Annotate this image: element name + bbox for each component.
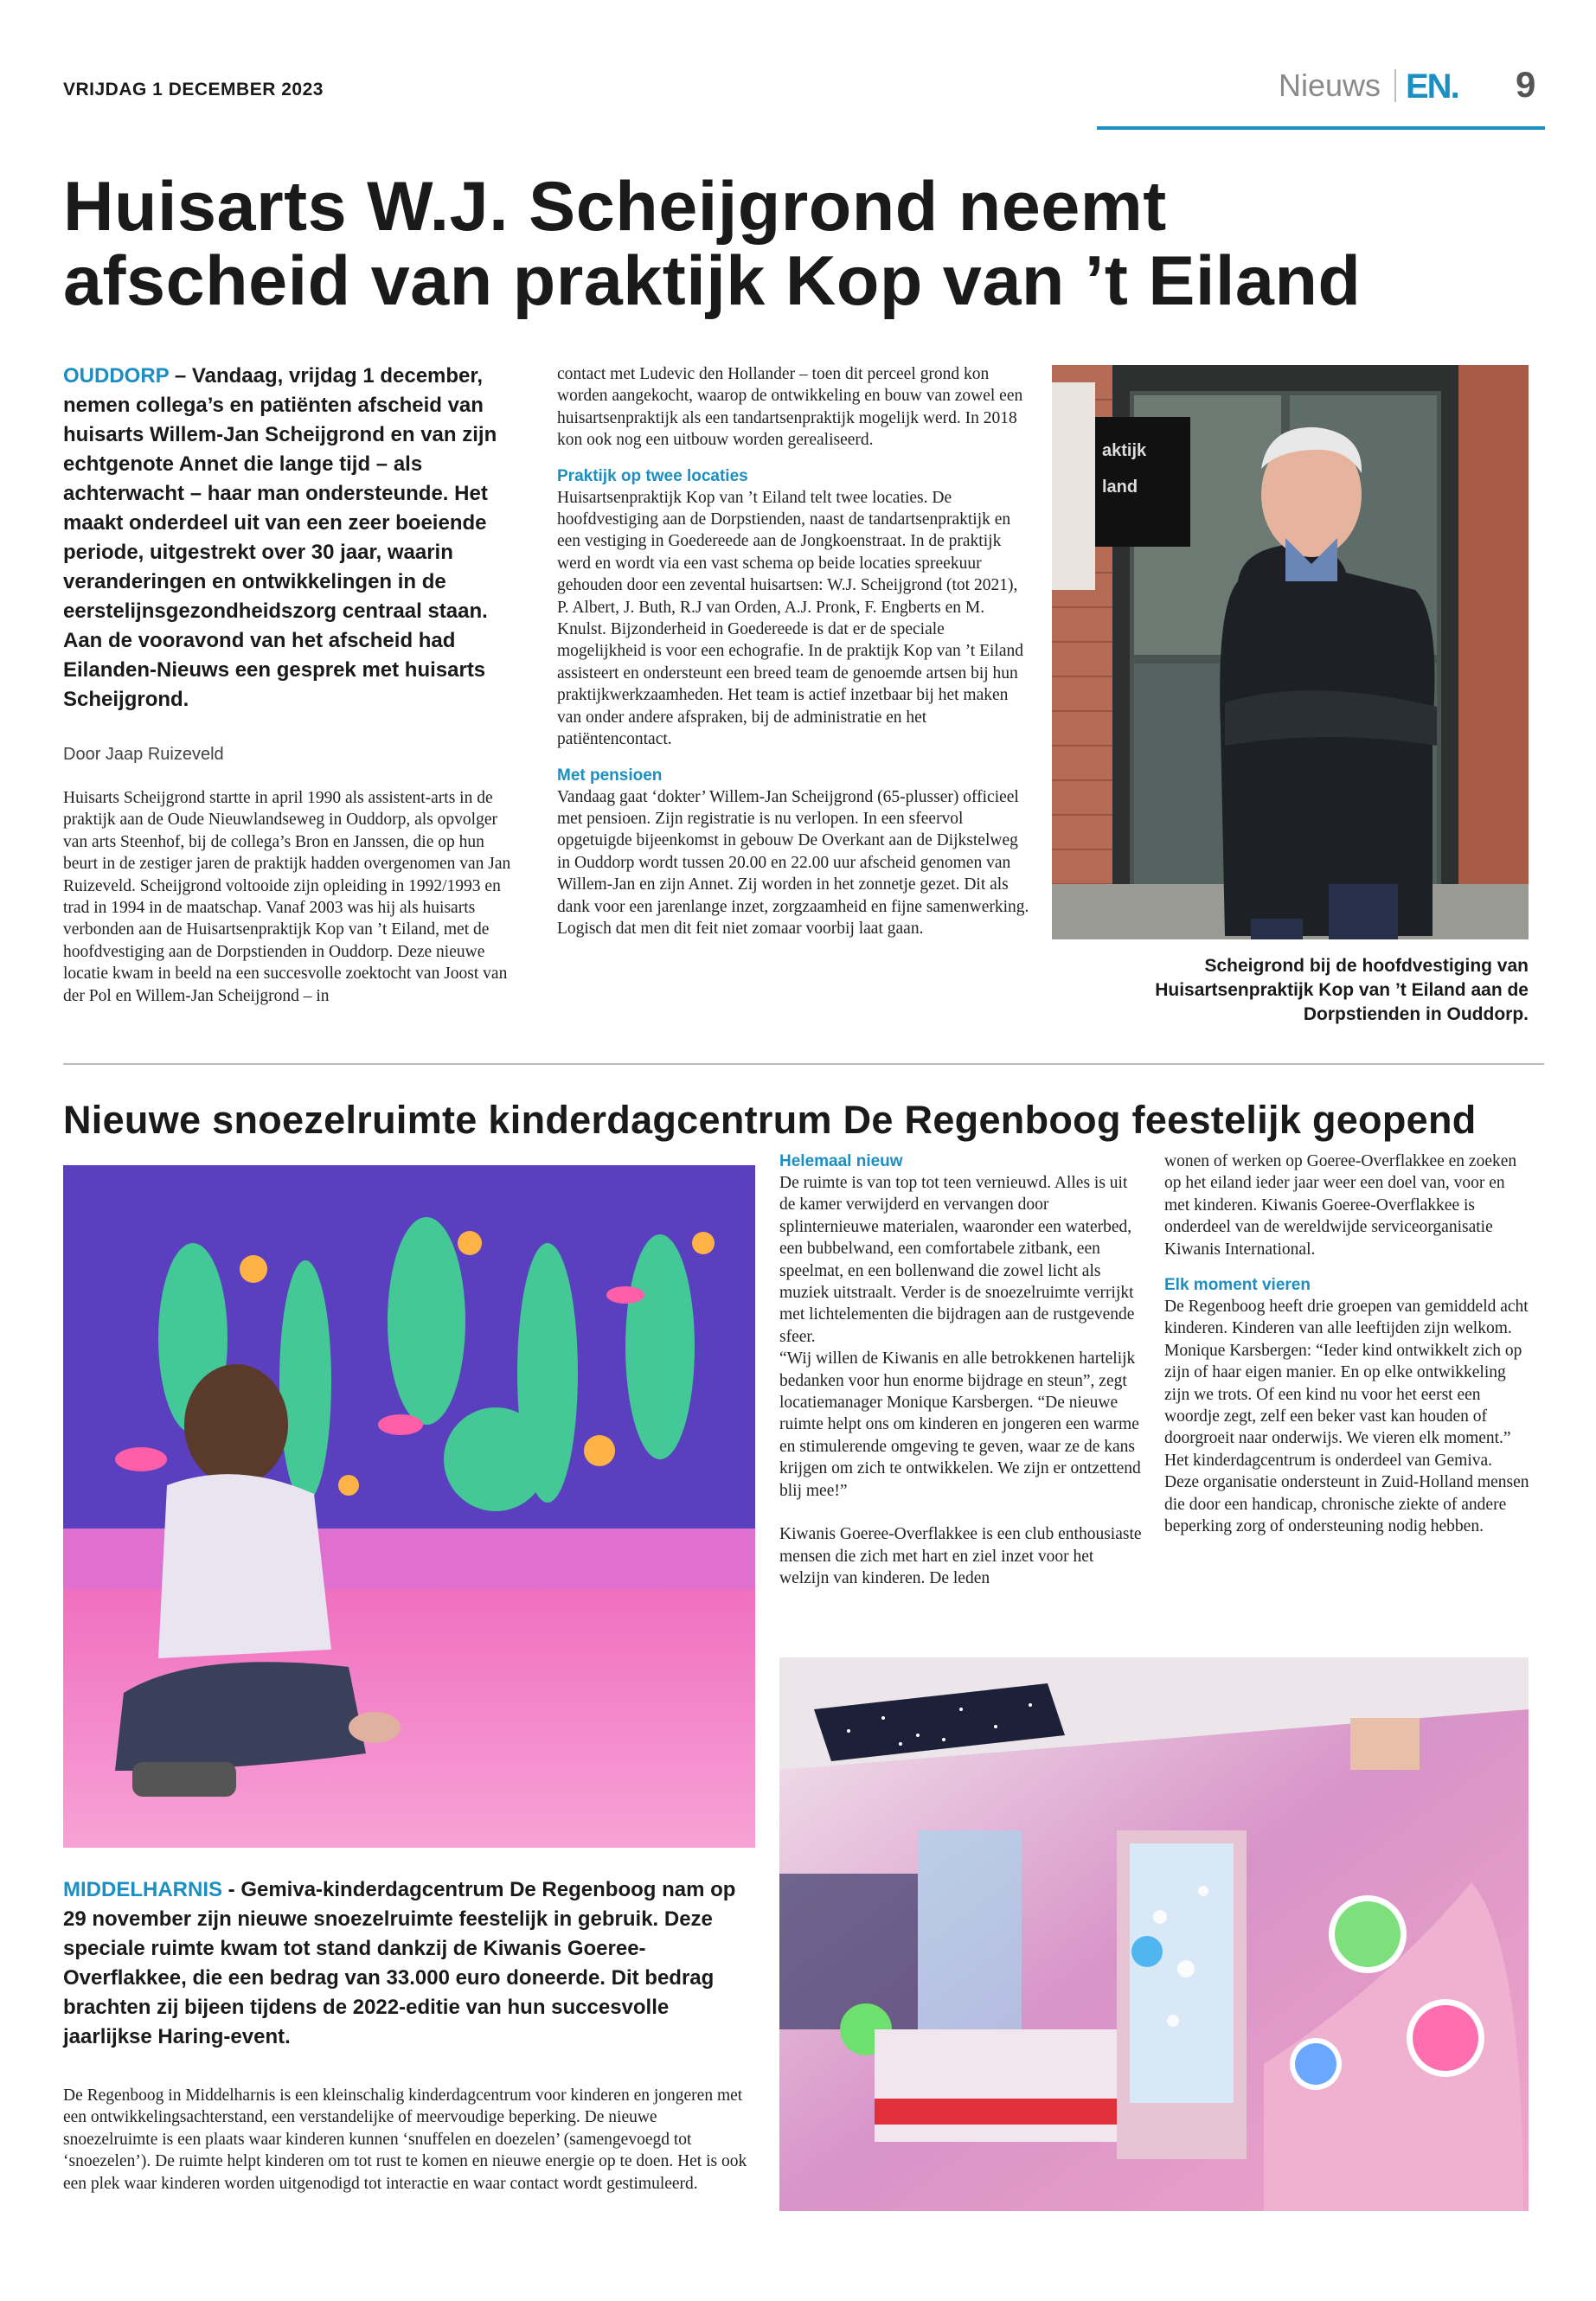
- article1-lead-text: – Vandaag, vrijdag 1 december, nemen collega’s en patiënten afscheid van huisarts Willem-Jan Scheijgrond en van zijn echtgenote Annet die lange tijd – als achterwacht – haar man ondersteunde. Het maakt onderdeel uit van een zeer boeiende periode, uitgestrekt over 30 jaar, waarin veranderingen en ontwikkelingen in de eerstelijnsgezondheidszorg centraal staan. Aan de vooravond van het afscheid had Eilanden-Nieuws een gesprek met huisarts Scheijgrond.: [63, 364, 497, 711]
- snoezel-photo-room: [779, 1657, 1529, 2211]
- article1-col2-body: contact met Ludevic den Hollander – toen dit perceel grond kon worden aangekocht, waarop de ontwikkeling en bouw van zowel een huisartsenpraktijk als een tandartsenpraktijk mogelijk werd. In 2018 kon ook nog een uitbouw worden gerealiseerd.: [557, 365, 1023, 450]
- article2-column2: [779, 1150, 1144, 1589]
- section-name: Nieuws: [1279, 67, 1381, 103]
- article1-column1: [63, 787, 522, 1007]
- article2-headline: Nieuwe snoezelruimte kinderdagcentrum De Regenboog feestelijk geopend: [63, 1098, 1477, 1142]
- article1-headline-line1: Huisarts W.J. Scheijgrond neemt: [63, 168, 1167, 246]
- article2-col3-body: wonen of werken op Goeree-Overflakkee en zoeken op het eiland ieder jaar weer een doel van, voor en met kinderen. Kiwanis Goeree-Overflakkee is onderdeel van de wereldwijde serviceorganisatie Kiwanis International.: [1164, 1152, 1517, 1259]
- article1-locaties-body: Huisartsenpraktijk Kop van ’t Eiland telt twee locaties. De hoofdvestiging aan de Dorpstienden, naast de tandartsenpraktijk en een vestiging in Goedereede aan de Jongkoenstraat. In de praktijk werd en wordt via een vast schema op beide locaties spreekuur gehouden door een zevental huisartsen: W.J. Scheijgrond (tot 2021), P. Albert, J. Buth, R.J van Orden, A.J. Pronk, F. Engberts en M. Knulst. Bijzonderheid in Goedereede is dat er de speciale mogelijkheid is voor een echografie. In de praktijk Kop van ’t Eiland assisteert en ondersteunt een breed team de genoemde artsen bij hun praktijkwerkzaamheden. Het team is actief inzetbaar bij het maken van onder andere afspraken, bij de administratie en het patiëntencontact.: [557, 488, 1023, 749]
- article2-vieren-body1: De Regenboog heeft drie groepen van gemiddeld acht kinderen. Kinderen van alle leeftijden zijn welkom. Monique Karsbergen: “Ieder kind ontwikkelt zich op zijn of haar eigen manier. En op elke ontwikkeling zijn we trots. Of een kind nu voor het eerst een woordje zegt, zelf een beker vast kan houden of doorgroeit naar onderwijs. We vieren elk moment.”: [1164, 1298, 1529, 1448]
- article1-column2: [557, 363, 1031, 939]
- article2-lead-text: - Gemiva-kinderdagcentrum De Regenboog nam op 29 november zijn nieuwe snoezelruimte feestelijk in gebruik. Deze speciale ruimte kwam tot stand dankzij de Kiwanis Goeree-Overflakkee, die een bedrag van 33.000 euro doneerde. Dit bedrag brachten zij bijeen tijdens de 2022-editie van hun succesvolle jaarlijkse Haring-event.: [63, 1878, 736, 2048]
- article2-lead: [63, 1875, 755, 2052]
- child-aquarium-illustration: [63, 1165, 755, 1848]
- article1-dateline: OUDDORP: [63, 364, 170, 388]
- article2-vieren-body2: Het kinderdagcentrum is onderdeel van Gemiva. Deze organisatie ondersteunt in Zuid-Holland mensen die door een handicap, chronische ziekte of andere beperking zorg of ondersteuning nodig hebben.: [1164, 1451, 1529, 1536]
- header-rule: [1097, 126, 1545, 130]
- article-divider: [63, 1063, 1544, 1065]
- header-divider: [1394, 69, 1396, 102]
- article2-intro: [63, 2085, 755, 2195]
- doctor-photo-caption: Scheigrond bij de hoofdvestiging van Huisartsenpraktijk Kop van ’t Eiland aan de Dorpstienden in Ouddorp.: [1155, 956, 1529, 1024]
- svg-text:EN.: EN.: [1406, 69, 1458, 102]
- article1-headline-line2: afscheid van praktijk Kop van ’t Eiland: [63, 242, 1362, 320]
- svg-text:land: land: [1102, 478, 1138, 497]
- doctor-photo-illustration: [1052, 365, 1529, 939]
- article1-subhead-pensioen: Met pensioen: [557, 766, 663, 785]
- snoezel-photo-child: [63, 1165, 755, 1848]
- photo-sign-text: aktijk: [1102, 441, 1147, 460]
- article2-nieuw-body3: Kiwanis Goeree-Overflakkee is een club enthousiaste mensen die zich met hart en ziel inzet voor het welzijn van kinderen. De leden: [779, 1525, 1142, 1587]
- article1-pensioen-body: Vandaag gaat ‘dokter’ Willem-Jan Scheijgrond (65-plusser) officieel met pensioen. Zijn registratie is nu verlopen. In een sfeervol opgetuigde bijeenkomst in gebouw De Overkant aan de Dijkstelweg in Ouddorp wordt tussen 20.00 en 22.00 uur afscheid genomen van Willem-Jan en zijn Annet. Zij worden in het zonnetje gezet. Dit als dank voor een jarenlange inzet, zorgzaamheid en fijne samenwerking. Logisch dat men dit feit niet zomaar voorbij laat gaan.: [557, 787, 1029, 938]
- article2-subhead-vieren: Elk moment vieren: [1164, 1276, 1311, 1295]
- snoezel-room-illustration: [779, 1657, 1529, 2211]
- page-number: 9: [1516, 64, 1536, 105]
- article2-nieuw-body1: De ruimte is van top tot teen vernieuwd. Alles is uit de kamer verwijderd en vervangen door splinternieuwe materialen, waaronder een waterbed, een bubbelwand, een comfortabele zitbank, een speelmat, en een bollenwand die zowel licht als muziek uitstraalt. Verder is de snoezelruimte verrijkt met lichtelementen die bijdragen aan de rustgevende sfeer.: [779, 1174, 1135, 1346]
- article2-subhead-nieuw: Helemaal nieuw: [779, 1152, 903, 1170]
- article2-nieuw-body2: “Wij willen de Kiwanis en alle betrokkenen hartelijk bedanken voor hun enorme bijdrage en steun”, zegt locatiemanager Monique Karsbergen. “De nieuwe ruimte helpt ons om kinderen en jongeren een warme en stimulerende omgeving te geven, waar ze de kans krijgen om zich te ontwikkelen. We zijn er ontzettend blij mee!”: [779, 1349, 1141, 1500]
- article1-subhead-locaties: Praktijk op twee locaties: [557, 466, 748, 485]
- issue-date: VRIJDAG 1 DECEMBER 2023: [63, 80, 324, 99]
- article1-lead: [63, 362, 523, 715]
- article2-dateline: MIDDELHARNIS: [63, 1878, 222, 1901]
- article1-byline: Door Jaap Ruizeveld: [63, 745, 224, 764]
- article1-col1-body: Huisarts Scheijgrond startte in april 1990 als assistent-arts in de praktijk aan de Oude Nieuwlandseweg in Ouddorp, als opvolger van arts Steenhof, bij de collega’s Bron en Janssen, die op hun beurt in de zestiger jaren de praktijk hadden overgenomen van Jan Ruizeveld. Scheijgrond voltooide zijn opleiding in 1992/1993 en trad in 1994 in de maatschap. Vanaf 2003 was hij als huisarts verbonden aan de Huisartsenpraktijk Kop van ’t Eiland, met de hoofdvestiging aan de Dorpstienden in Ouddorp. Deze nieuwe locatie kwam in beeld na een succesvolle zoektocht van Joost van der Pol en Willem-Jan Scheijgrond – in: [63, 789, 511, 1005]
- eilanden-nieuws-logo: [1406, 69, 1473, 102]
- article2-column3: [1164, 1150, 1529, 1538]
- article1-headline: [63, 170, 1551, 318]
- article2-intro-body: De Regenboog in Middelharnis is een kleinschalig kinderdagcentrum voor kinderen en jongeren met een ontwikkelingsachterstand, een verstandelijke of meervoudige beperking. De nieuwe snoezelruimte is een plaats waar kinderen kunnen ‘snuffelen en doezelen’ (samengevoegd tot ‘snoezelen’). De ruimte helpt kinderen om tot rust te komen en nieuwe energie op te doen. Het is ook een plek waar kinderen worden uitgenodigd tot interactie en waar contact wordt gestimuleerd.: [63, 2086, 747, 2193]
- doctor-photo: [1052, 365, 1529, 939]
